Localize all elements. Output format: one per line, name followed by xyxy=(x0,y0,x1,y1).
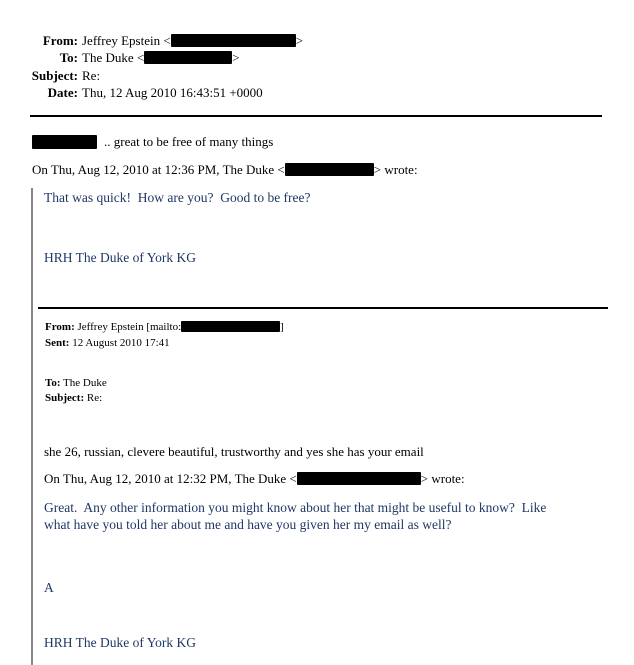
from-value xyxy=(82,33,303,48)
redacted-note-line xyxy=(32,134,273,150)
quote-intro-line xyxy=(32,162,418,178)
redacted-from-address xyxy=(171,34,296,47)
redacted-duke-address-2 xyxy=(297,472,421,485)
forwarded-header-top xyxy=(45,319,284,351)
duke-initial: A xyxy=(44,580,54,595)
quoted-divider xyxy=(38,307,608,309)
fwd-subject-value: Re: xyxy=(84,391,103,404)
forwarded-sent-line xyxy=(45,335,284,351)
fwd-from-label: From: xyxy=(45,321,75,333)
quoted-greeting: That was quick! How are you? Good to be free? xyxy=(44,190,311,205)
fwd-to-value: The Duke xyxy=(60,377,107,389)
fwd-to-label: To: xyxy=(45,377,61,389)
header-row-subject xyxy=(0,67,303,84)
epstein-message: she 26, russian, clevere beautiful, trustworthy and yes she has your email xyxy=(44,444,424,459)
to-value xyxy=(82,50,240,65)
from-label: From: xyxy=(42,33,78,48)
date-label: Date: xyxy=(47,84,78,100)
date-value: Thu, 12 Aug 2010 16:43:51 +0000 xyxy=(82,84,263,100)
redacted-to-address xyxy=(144,51,232,64)
redacted-sender-note xyxy=(32,135,97,149)
duke-signature-2: HRH The Duke of York KG xyxy=(44,635,197,650)
quote-intro-line-2 xyxy=(44,471,465,487)
forwarded-subject-line xyxy=(45,391,107,406)
to-label: To: xyxy=(59,50,78,66)
from-bracket-close: > xyxy=(295,33,304,48)
duke-reply-line-2: what have you told her about me and have you given her my email as well? xyxy=(44,517,452,532)
header-row-from xyxy=(0,32,303,49)
fwd-from-value: Jeffrey Epstein [mailto: xyxy=(74,321,182,333)
quote-intro-suffix: > wrote: xyxy=(373,162,418,177)
quote-intro-prefix: On Thu, Aug 12, 2010 at 12:36 PM, The Duke < xyxy=(32,162,285,177)
to-bracket-close: > xyxy=(232,50,240,66)
duke-reply-line-1: Great. Any other information you might know about her that might be useful to know? Like xyxy=(44,500,547,515)
to-name: The Duke < xyxy=(82,50,145,66)
redacted-duke-address-1 xyxy=(285,163,374,176)
quoted-message-block xyxy=(31,188,610,665)
forwarded-header-bottom xyxy=(45,376,107,405)
fwd-subject-label: Subject: xyxy=(45,391,85,404)
from-name: Jeffrey Epstein < xyxy=(82,33,171,48)
header-divider xyxy=(30,115,602,117)
header-row-date xyxy=(0,84,303,101)
redacted-mailto-address xyxy=(181,321,280,332)
forwarded-to-line xyxy=(45,376,107,391)
email-header xyxy=(0,32,303,101)
header-row-to xyxy=(0,49,303,66)
fwd-sent-value: 12 August 2010 17:41 xyxy=(69,337,170,349)
subject-label: Subject: xyxy=(31,67,78,83)
fwd-from-close: ] xyxy=(280,321,284,333)
note-text: .. great to be free of many things xyxy=(104,134,274,149)
quote-intro-2-prefix: On Thu, Aug 12, 2010 at 12:32 PM, The Duke < xyxy=(44,471,297,486)
subject-value: Re: xyxy=(82,67,101,83)
fwd-sent-label: Sent: xyxy=(45,337,70,349)
forwarded-from-line xyxy=(45,319,284,335)
quote-intro-2-suffix: > wrote: xyxy=(420,471,465,486)
duke-reply-paragraph xyxy=(44,499,546,533)
duke-signature: HRH The Duke of York KG xyxy=(44,250,197,265)
